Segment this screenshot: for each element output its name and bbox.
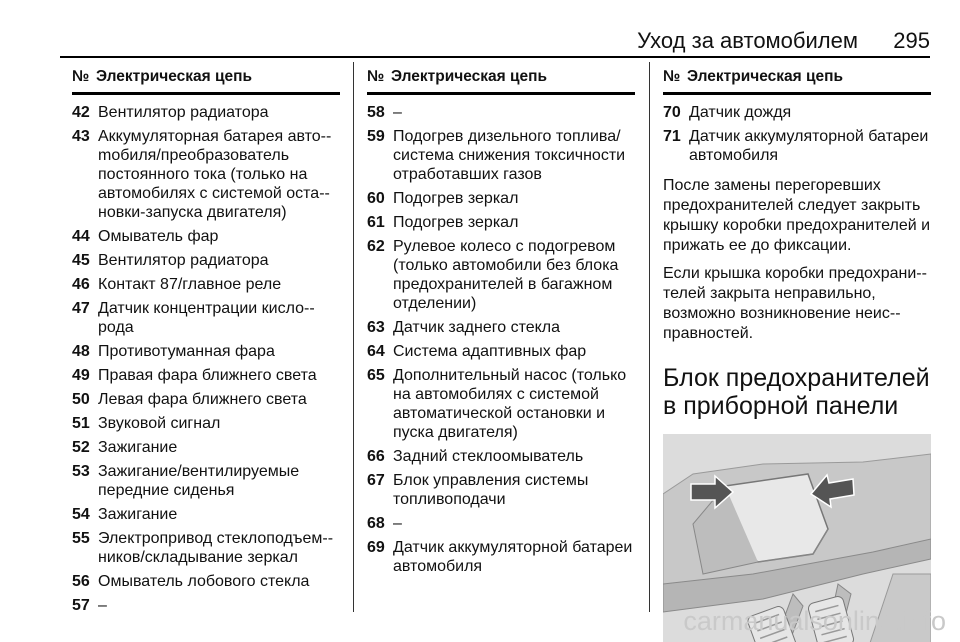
fuse-number: 69 [367, 539, 385, 556]
fuse-circuit: Зажигание/вентилируемые передние сиденья [98, 463, 300, 499]
paragraph-close-cover: После замены перегоревших предохранителей следует закрыть крышку коробки предохранителей и прижать ее до фиксации. [663, 177, 931, 254]
fuse-row [72, 596, 340, 615]
fuse-list [367, 103, 635, 576]
fuse-circuit: Датчик дождя [689, 104, 792, 121]
fuse-number: 42 [72, 104, 90, 121]
fuse-number: 55 [72, 530, 90, 547]
fuse-row [367, 318, 635, 337]
fuse-row [367, 342, 635, 361]
fuse-circuit: Дополнительный насос (только на автомобилях с системой автоматической остановки и пуска двигателя) [393, 367, 627, 441]
fuse-number: 54 [72, 506, 90, 523]
fuse-row [72, 299, 340, 337]
fuse-circuit: Вентилятор радиатора [98, 104, 269, 121]
table-header [72, 60, 340, 95]
table-header-circuit: Электрическая цепь [687, 68, 844, 85]
fuse-number: 62 [367, 238, 385, 255]
fuse-number: 47 [72, 300, 90, 317]
fuse-number: 68 [367, 515, 385, 532]
fuse-circuit: Датчик аккумуляторной батареи автомобиля [393, 539, 633, 575]
fuse-number: 56 [72, 573, 90, 590]
fuse-row [72, 103, 340, 122]
fuse-circuit: Блок управления системы топливоподачи [393, 472, 589, 508]
fuse-row [367, 103, 635, 122]
fuse-number: 52 [72, 439, 90, 456]
paragraph-cover-warning: Если крышка коробки предохрани-телей закрыта неправильно, возможно возникновение неис-правностей. [663, 265, 927, 342]
fuse-circuit: Подогрев зеркал [393, 214, 519, 231]
fuse-row [367, 213, 635, 232]
page-title: Уход за автомобилем [637, 28, 858, 53]
fuse-circuit: Подогрев дизельного топлива/система снижения токсичности отработавших газов [393, 128, 626, 183]
fuse-row [72, 505, 340, 524]
fuse-circuit: Датчик заднего стекла [393, 319, 561, 336]
fuse-number: 71 [663, 128, 681, 145]
fuse-row [72, 462, 340, 500]
fuse-circuit: Датчик аккумуляторной батареи автомобиля [689, 128, 929, 164]
fuse-table-column-3 [663, 60, 931, 642]
fuse-circuit: Омыватель лобового стекла [98, 573, 310, 590]
fuse-row [72, 438, 340, 457]
fuse-circuit: Контакт 87/главное реле [98, 276, 282, 293]
fuse-number: 43 [72, 128, 90, 145]
fuse-number: 49 [72, 367, 90, 384]
fuse-number: 63 [367, 319, 385, 336]
fuse-row [72, 529, 340, 567]
section-heading: Блок предохранителей в приборной панели [663, 364, 930, 420]
fuse-row [72, 390, 340, 409]
page-header [60, 22, 930, 58]
fuse-number: 57 [72, 597, 90, 614]
fuse-circuit: Зажигание [98, 439, 178, 456]
fuse-circuit: Подогрев зеркал [393, 190, 519, 207]
fuse-row [367, 447, 635, 466]
watermark: carmanualsonline.info [683, 606, 946, 636]
fuse-number: 64 [367, 343, 385, 360]
fuse-row [367, 538, 635, 576]
header-rule [60, 56, 930, 58]
fuse-number: 59 [367, 128, 385, 145]
fuse-row [367, 189, 635, 208]
fuse-number: 44 [72, 228, 90, 245]
fuse-table-column-2 [367, 60, 635, 581]
table-header-number: № [72, 68, 90, 85]
fuse-circuit: Аккумуляторная батарея авто-mобиля/преобразователь постоянного тока (только на автомобилях с системой оста-новки-запуска двигателя) [98, 128, 332, 221]
fuse-circuit: Звуковой сигнал [98, 415, 221, 432]
fuse-row [72, 366, 340, 385]
fuse-row [367, 366, 635, 442]
column-divider [649, 62, 650, 612]
fuse-circuit: Омыватель фар [98, 228, 219, 245]
fuse-number: 67 [367, 472, 385, 489]
fuse-circuit: Задний стеклоомыватель [393, 448, 584, 465]
fuse-circuit: – [393, 515, 402, 532]
table-header-number: № [663, 68, 681, 85]
fuse-number: 60 [367, 190, 385, 207]
fuse-circuit: Противотуманная фара [98, 343, 275, 360]
fuse-number: 70 [663, 104, 681, 121]
fuse-circuit: Система адаптивных фар [393, 343, 587, 360]
fuse-row [663, 103, 931, 122]
table-header [663, 60, 931, 95]
fuse-row [72, 342, 340, 361]
fuse-number: 50 [72, 391, 90, 408]
table-header [367, 60, 635, 95]
fuse-list [663, 103, 931, 165]
fuse-number: 58 [367, 104, 385, 121]
fuse-circuit: Вентилятор радиатора [98, 252, 269, 269]
fuse-number: 45 [72, 252, 90, 269]
fuse-circuit: Датчик концентрации кисло-рода [98, 300, 315, 336]
table-header-circuit: Электрическая цепь [96, 68, 253, 85]
fuse-row [72, 127, 340, 222]
fuse-number: 53 [72, 463, 90, 480]
fuse-circuit: – [98, 597, 107, 614]
fuse-circuit: Левая фара ближнего света [98, 391, 307, 408]
fuse-row [367, 514, 635, 533]
fuse-number: 66 [367, 448, 385, 465]
fuse-row [663, 127, 931, 165]
fuse-circuit: – [393, 104, 402, 121]
fuse-number: 51 [72, 415, 90, 432]
fuse-row [367, 237, 635, 313]
page-number: 295 [893, 28, 930, 53]
fuse-row [72, 572, 340, 591]
fuse-row [72, 227, 340, 246]
fuse-row [367, 127, 635, 184]
table-header-number: № [367, 68, 385, 85]
table-header-circuit: Электрическая цепь [391, 68, 548, 85]
fuse-circuit: Зажигание [98, 506, 178, 523]
fuse-circuit: Электропривод стеклоподъем-ников/складывание зеркал [98, 530, 334, 566]
fuse-row [72, 275, 340, 294]
fuse-table-column-1 [72, 60, 340, 620]
fuse-list [72, 103, 340, 615]
fuse-circuit: Правая фара ближнего света [98, 367, 317, 384]
fuse-row [367, 471, 635, 509]
column-divider [353, 62, 354, 612]
fuse-number: 46 [72, 276, 90, 293]
fuse-circuit: Рулевое колесо с подогревом (только автомобили без блока предохранителей в багажном отделении) [393, 238, 619, 312]
fuse-row [72, 414, 340, 433]
fuse-row [72, 251, 340, 270]
fuse-number: 48 [72, 343, 90, 360]
fuse-number: 61 [367, 214, 385, 231]
fuse-number: 65 [367, 367, 385, 384]
